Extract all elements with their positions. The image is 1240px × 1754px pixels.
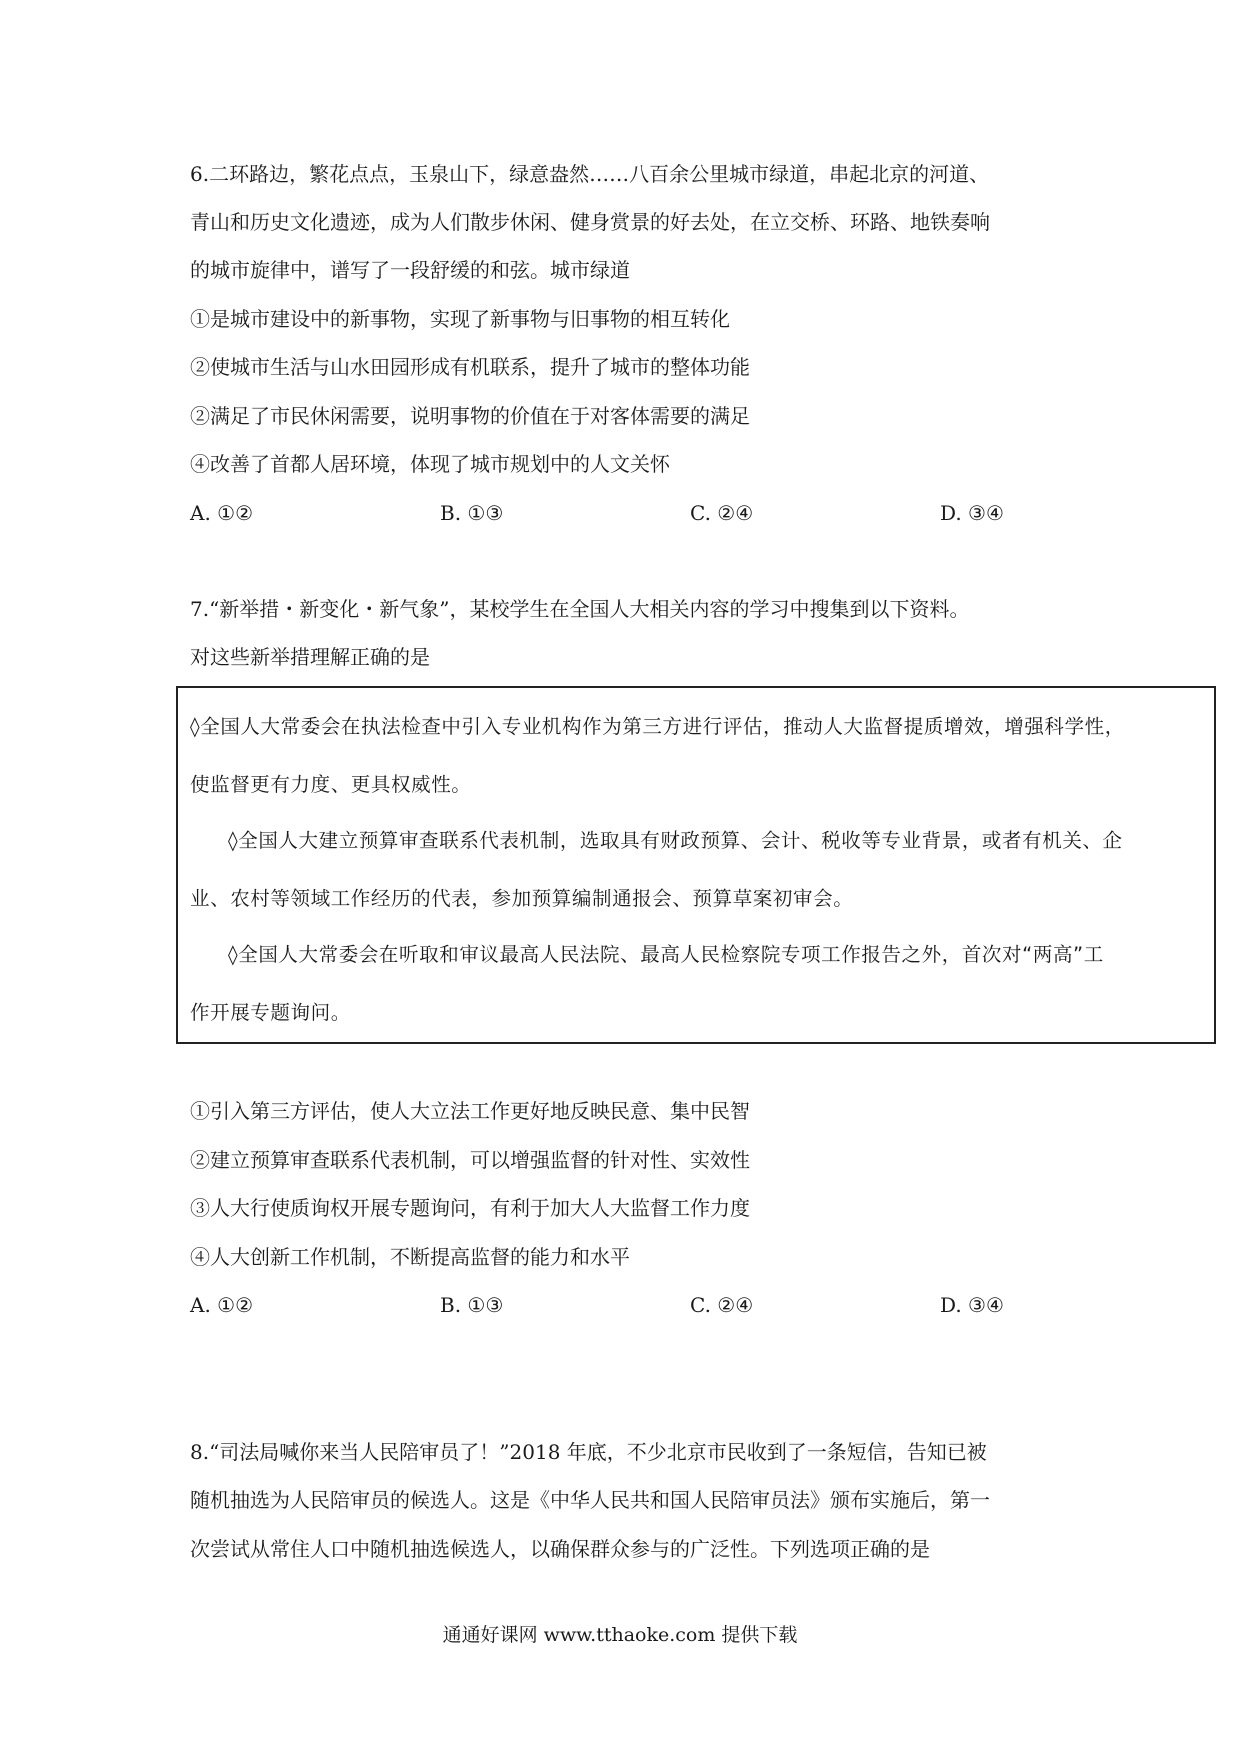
q6-option-a: A. ①②: [190, 501, 254, 525]
q7-stem-line-2: 对这些新举措理解正确的是: [190, 645, 430, 669]
q8-stem-line-3: 次尝试从常住人口中随机抽选候选人，以确保群众参与的广泛性。下列选项正确的是: [190, 1537, 930, 1561]
q6-stem-line-3: 的城市旋律中，谱写了一段舒缓的和弦。城市绿道: [190, 258, 630, 282]
q7-statement-2: ②建立预算审查联系代表机制，可以增强监督的针对性、实效性: [190, 1148, 750, 1172]
q8-stem-line-1: 8.“司法局喊你来当人民陪审员了！”2018 年底，不少北京市民收到了一条短信，告知已被: [190, 1440, 987, 1464]
q7-material-line-2: 使监督更有力度、更具权威性。: [190, 773, 472, 796]
q7-material-line-4: 业、农村等领域工作经历的代表，参加预算编制通报会、预算草案初审会。: [190, 887, 854, 910]
q6-statement-2: ②使城市生活与山水田园形成有机联系，提升了城市的整体功能: [190, 355, 750, 379]
q6-option-d: D. ③④: [940, 501, 1004, 525]
q6-stem-line-2: 青山和历史文化遗迹，成为人们散步休闲、健身赏景的好去处，在立交桥、环路、地铁奏响: [190, 210, 990, 234]
q7-option-c: C. ②④: [690, 1293, 754, 1317]
page-footer: 通通好课网 www.tthaoke.com 提供下载: [442, 1624, 798, 1646]
q7-option-a: A. ①②: [190, 1293, 254, 1317]
q7-stem-line-1: 7.“新举措・新变化・新气象”，某校学生在全国人大相关内容的学习中搜集到以下资料。: [190, 597, 970, 621]
q7-material-line-5: ◊全国人大常委会在听取和审议最高人民法院、最高人民检察院专项工作报告之外，首次对“两高”工: [228, 943, 1104, 966]
q7-material-box: [176, 686, 1216, 1044]
q6-statement-4: ④改善了首都人居环境，体现了城市规划中的人文关怀: [190, 452, 670, 476]
q6-option-c: C. ②④: [690, 501, 754, 525]
q7-option-d: D. ③④: [940, 1293, 1004, 1317]
q6-statement-1: ①是城市建设中的新事物，实现了新事物与旧事物的相互转化: [190, 307, 730, 331]
q8-stem-line-2: 随机抽选为人民陪审员的候选人。这是《中华人民共和国人民陪审员法》颁布实施后，第一: [190, 1488, 990, 1512]
q7-option-b: B. ①③: [440, 1293, 504, 1317]
q7-statement-3: ③人大行使质询权开展专题询问，有利于加大人大监督工作力度: [190, 1196, 750, 1220]
q6-statement-3: ②满足了市民休闲需要，说明事物的价值在于对客体需要的满足: [190, 404, 750, 428]
q6-option-b: B. ①③: [440, 501, 504, 525]
q7-material-line-1: ◊全国人大常委会在执法检查中引入专业机构作为第三方进行评估，推动人大监督提质增效，增强科学性，: [190, 715, 1125, 738]
q7-material-line-3: ◊全国人大建立预算审查联系代表机制，选取具有财政预算、会计、税收等专业背景，或者有机关、企: [228, 829, 1123, 852]
q7-statement-4: ④人大创新工作机制，不断提高监督的能力和水平: [190, 1245, 630, 1269]
q7-material-line-6: 作开展专题询问。: [190, 1001, 351, 1024]
q7-statement-1: ①引入第三方评估，使人大立法工作更好地反映民意、集中民智: [190, 1099, 750, 1123]
q6-stem-line-1: 6.二环路边，繁花点点，玉泉山下，绿意盎然……八百余公里城市绿道，串起北京的河道、: [190, 162, 990, 186]
